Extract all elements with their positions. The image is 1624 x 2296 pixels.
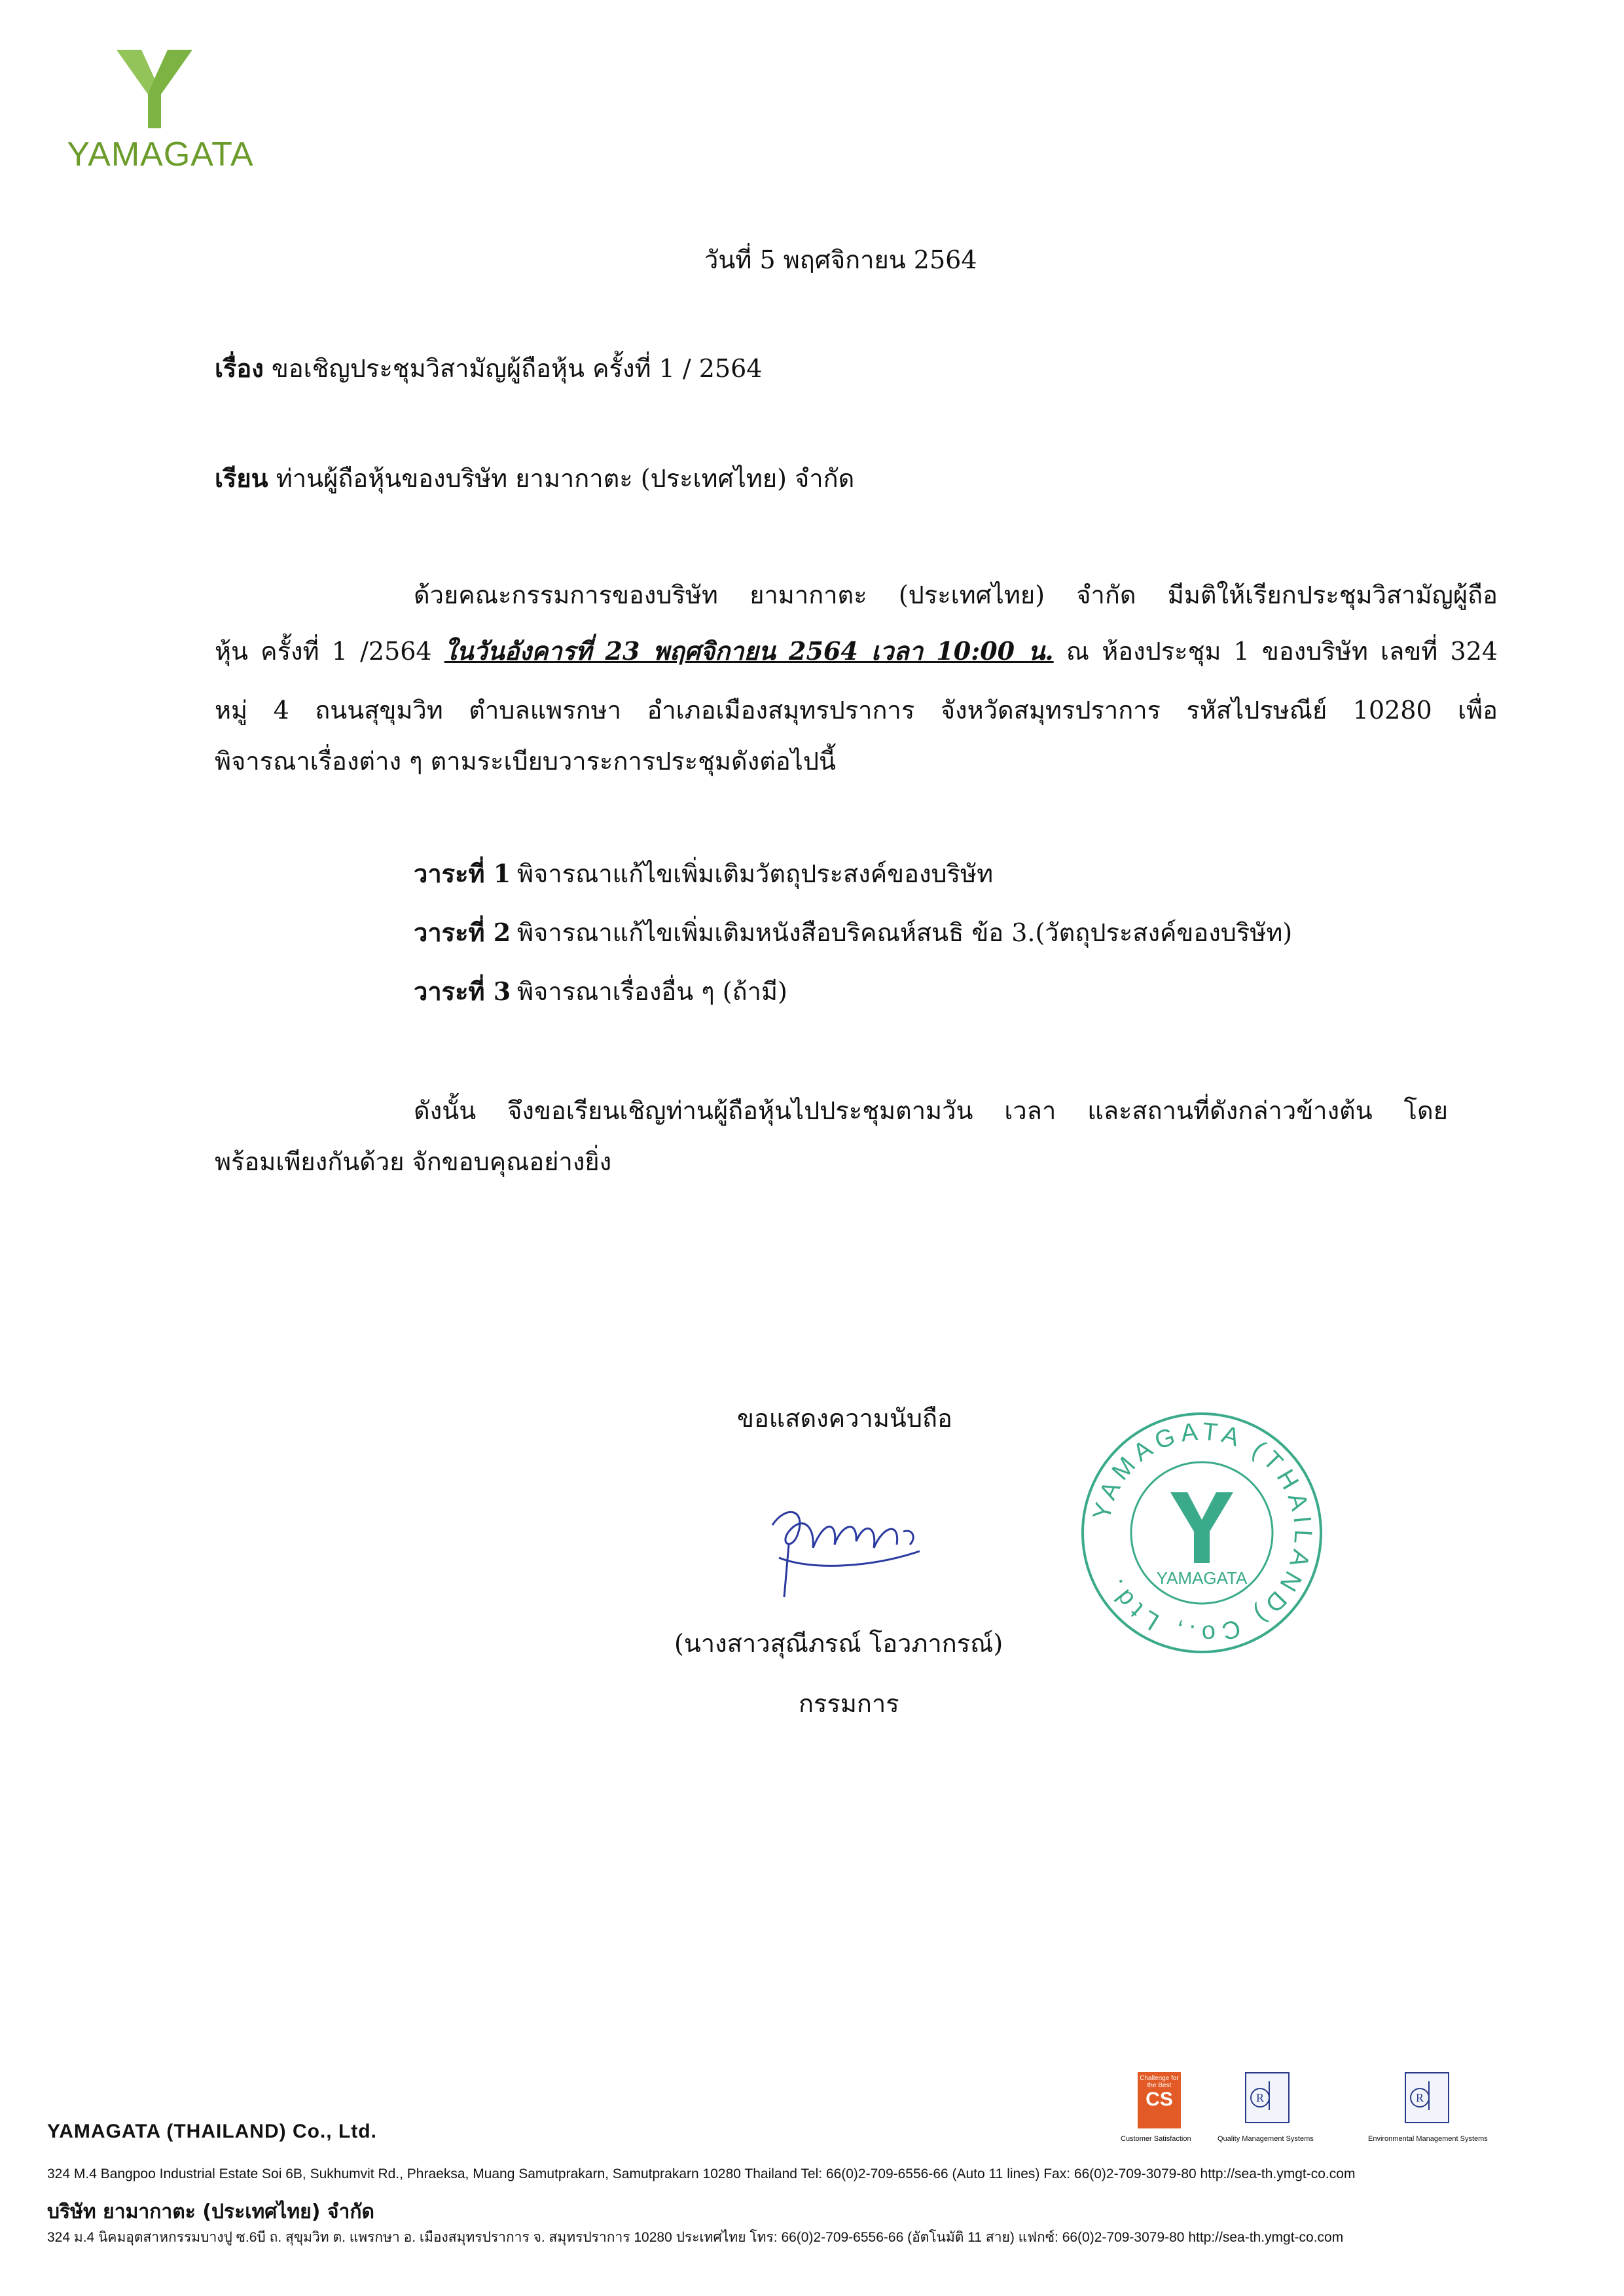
paragraph2-line2: พร้อมเพียงกันด้วย จักขอบคุณอย่างยิ่ง xyxy=(215,1147,612,1176)
subject-label: เรื่อง xyxy=(215,353,264,383)
agenda-item xyxy=(414,920,1292,945)
recipient-line xyxy=(215,463,855,493)
company-seal-icon xyxy=(1077,1408,1326,1657)
agenda-text: พิจารณาเรื่องอื่น ๆ (ถ้ามี) xyxy=(517,977,787,1006)
paragraph1-line2 xyxy=(215,631,1498,671)
agenda-text: พิจารณาแก้ไขเพิ่มเติมวัตถุประสงค์ของบริษัท xyxy=(517,859,994,888)
cs-badge-big: CS xyxy=(1146,2089,1173,2110)
handwritten-signature xyxy=(753,1486,943,1610)
subject-line xyxy=(215,353,763,383)
footer-address-th: 324 ม.4 นิคมอุตสาหกรรมบางปู ซ.6บี ถ. สุขุมวิท ต. แพรกษา อ. เมืองสมุทรปราการ จ. สมุทรปราการ 10280 ประเทศไทย โทร: 66(0)2-709-6556-66 (อัตโนมัติ 11 สาย) แฟกซ์: 66(0)2-709-3079-80 http://sea-th.ymgt-co.com xyxy=(47,2230,1344,2245)
footer-company-th: บริษัท ยามากาตะ (ประเทศไทย) จำกัด xyxy=(47,2200,374,2223)
qms-caption: Quality Management Systems xyxy=(1218,2135,1314,2143)
meeting-datetime: ในวันอังคารที่ 23 พฤศจิกายน 2564 เวลา 10:00 น. xyxy=(444,636,1054,666)
subject-text: ขอเชิญประชุมวิสามัญผู้ถือหุ้น ครั้งที่ 1 / 2564 xyxy=(271,354,763,383)
ems-cert-icon: R xyxy=(1405,2072,1449,2123)
qms-cert-icon: R xyxy=(1245,2072,1290,2123)
agenda-label: วาระที่ 2 xyxy=(414,918,511,947)
cs-badge-small: Challenge for the Best xyxy=(1140,2075,1179,2089)
paragraph1-line1: ด้วยคณะกรรมการของบริษัท ยามากาตะ (ประเทศไทย) จำกัด มีมติให้เรียกประชุมวิสามัญผู้ถือ xyxy=(414,581,1498,609)
paragraph2-line1: ดังนั้น จึงขอเรียนเชิญท่านผู้ถือหุ้นไปประชุมตามวัน เวลา และสถานที่ดังกล่าวข้างต้น โดย xyxy=(414,1096,1448,1125)
letter-date: วันที่ 5 พฤศจิกายน 2564 xyxy=(704,245,977,274)
signer-name: (นางสาวสุณีภรณ์ โอวภากรณ์) xyxy=(674,1629,1003,1658)
yamagata-logo-icon xyxy=(113,47,196,131)
agenda-item xyxy=(414,979,787,1004)
footer-address-en: 324 M.4 Bangpoo Industrial Estate Soi 6B, Sukhumvit Rd., Phraeksa, Muang Samutprakarn, Samutprakarn 10280 Thailand Tel: 66(0)2-709-6556-66 (Auto 11 lines) Fax: 66(0)2-709-3079-80 http://sea-th.ymgt-co.com xyxy=(47,2166,1356,2181)
logo-wordmark: YAMAGATA xyxy=(67,135,254,173)
paragraph1-line4: พิจารณาเรื่องต่าง ๆ ตามระเบียบวาระการประชุมดังต่อไปนี้ xyxy=(215,747,836,776)
paragraph1-line2-end: ณ ห้องประชุม 1 ของบริษัท เลขที่ 324 xyxy=(1053,637,1498,666)
footer-company-en: YAMAGATA (THAILAND) Co., Ltd. xyxy=(47,2121,377,2142)
paragraph1-line3: หมู่ 4 ถนนสุขุมวิท ตำบลแพรกษา อำเภอเมืองสมุทรปราการ จังหวัดสมุทรปราการ รหัสไปรษณีย์ 10280 เพื่อ xyxy=(215,696,1498,725)
recipient-text: ท่านผู้ถือหุ้นของบริษัท ยามากาตะ (ประเทศไทย) จำกัด xyxy=(276,464,855,493)
signer-title: กรรมการ xyxy=(799,1689,899,1718)
agenda-label: วาระที่ 1 xyxy=(414,859,511,888)
cs-badge xyxy=(1138,2072,1181,2128)
cs-caption: Customer Satisfaction xyxy=(1121,2135,1191,2143)
agenda-text: พิจารณาแก้ไขเพิ่มเติมหนังสือบริคณห์สนธิ ข้อ 3.(วัตถุประสงค์ของบริษัท) xyxy=(517,918,1293,947)
ems-caption: Environmental Management Systems xyxy=(1368,2135,1488,2143)
closing-salutation: ขอแสดงความนับถือ xyxy=(737,1404,952,1433)
seal-ring-text: YAMAGATA (THAILAND) Co., Ltd. xyxy=(1088,1418,1317,1648)
agenda-label: วาระที่ 3 xyxy=(414,977,511,1006)
seal-brand: YAMAGATA xyxy=(1156,1568,1248,1588)
paragraph1-line2-start: หุ้น ครั้งที่ 1 /2564 xyxy=(215,637,444,666)
agenda-item xyxy=(414,861,993,886)
recipient-label: เรียน xyxy=(215,463,268,493)
